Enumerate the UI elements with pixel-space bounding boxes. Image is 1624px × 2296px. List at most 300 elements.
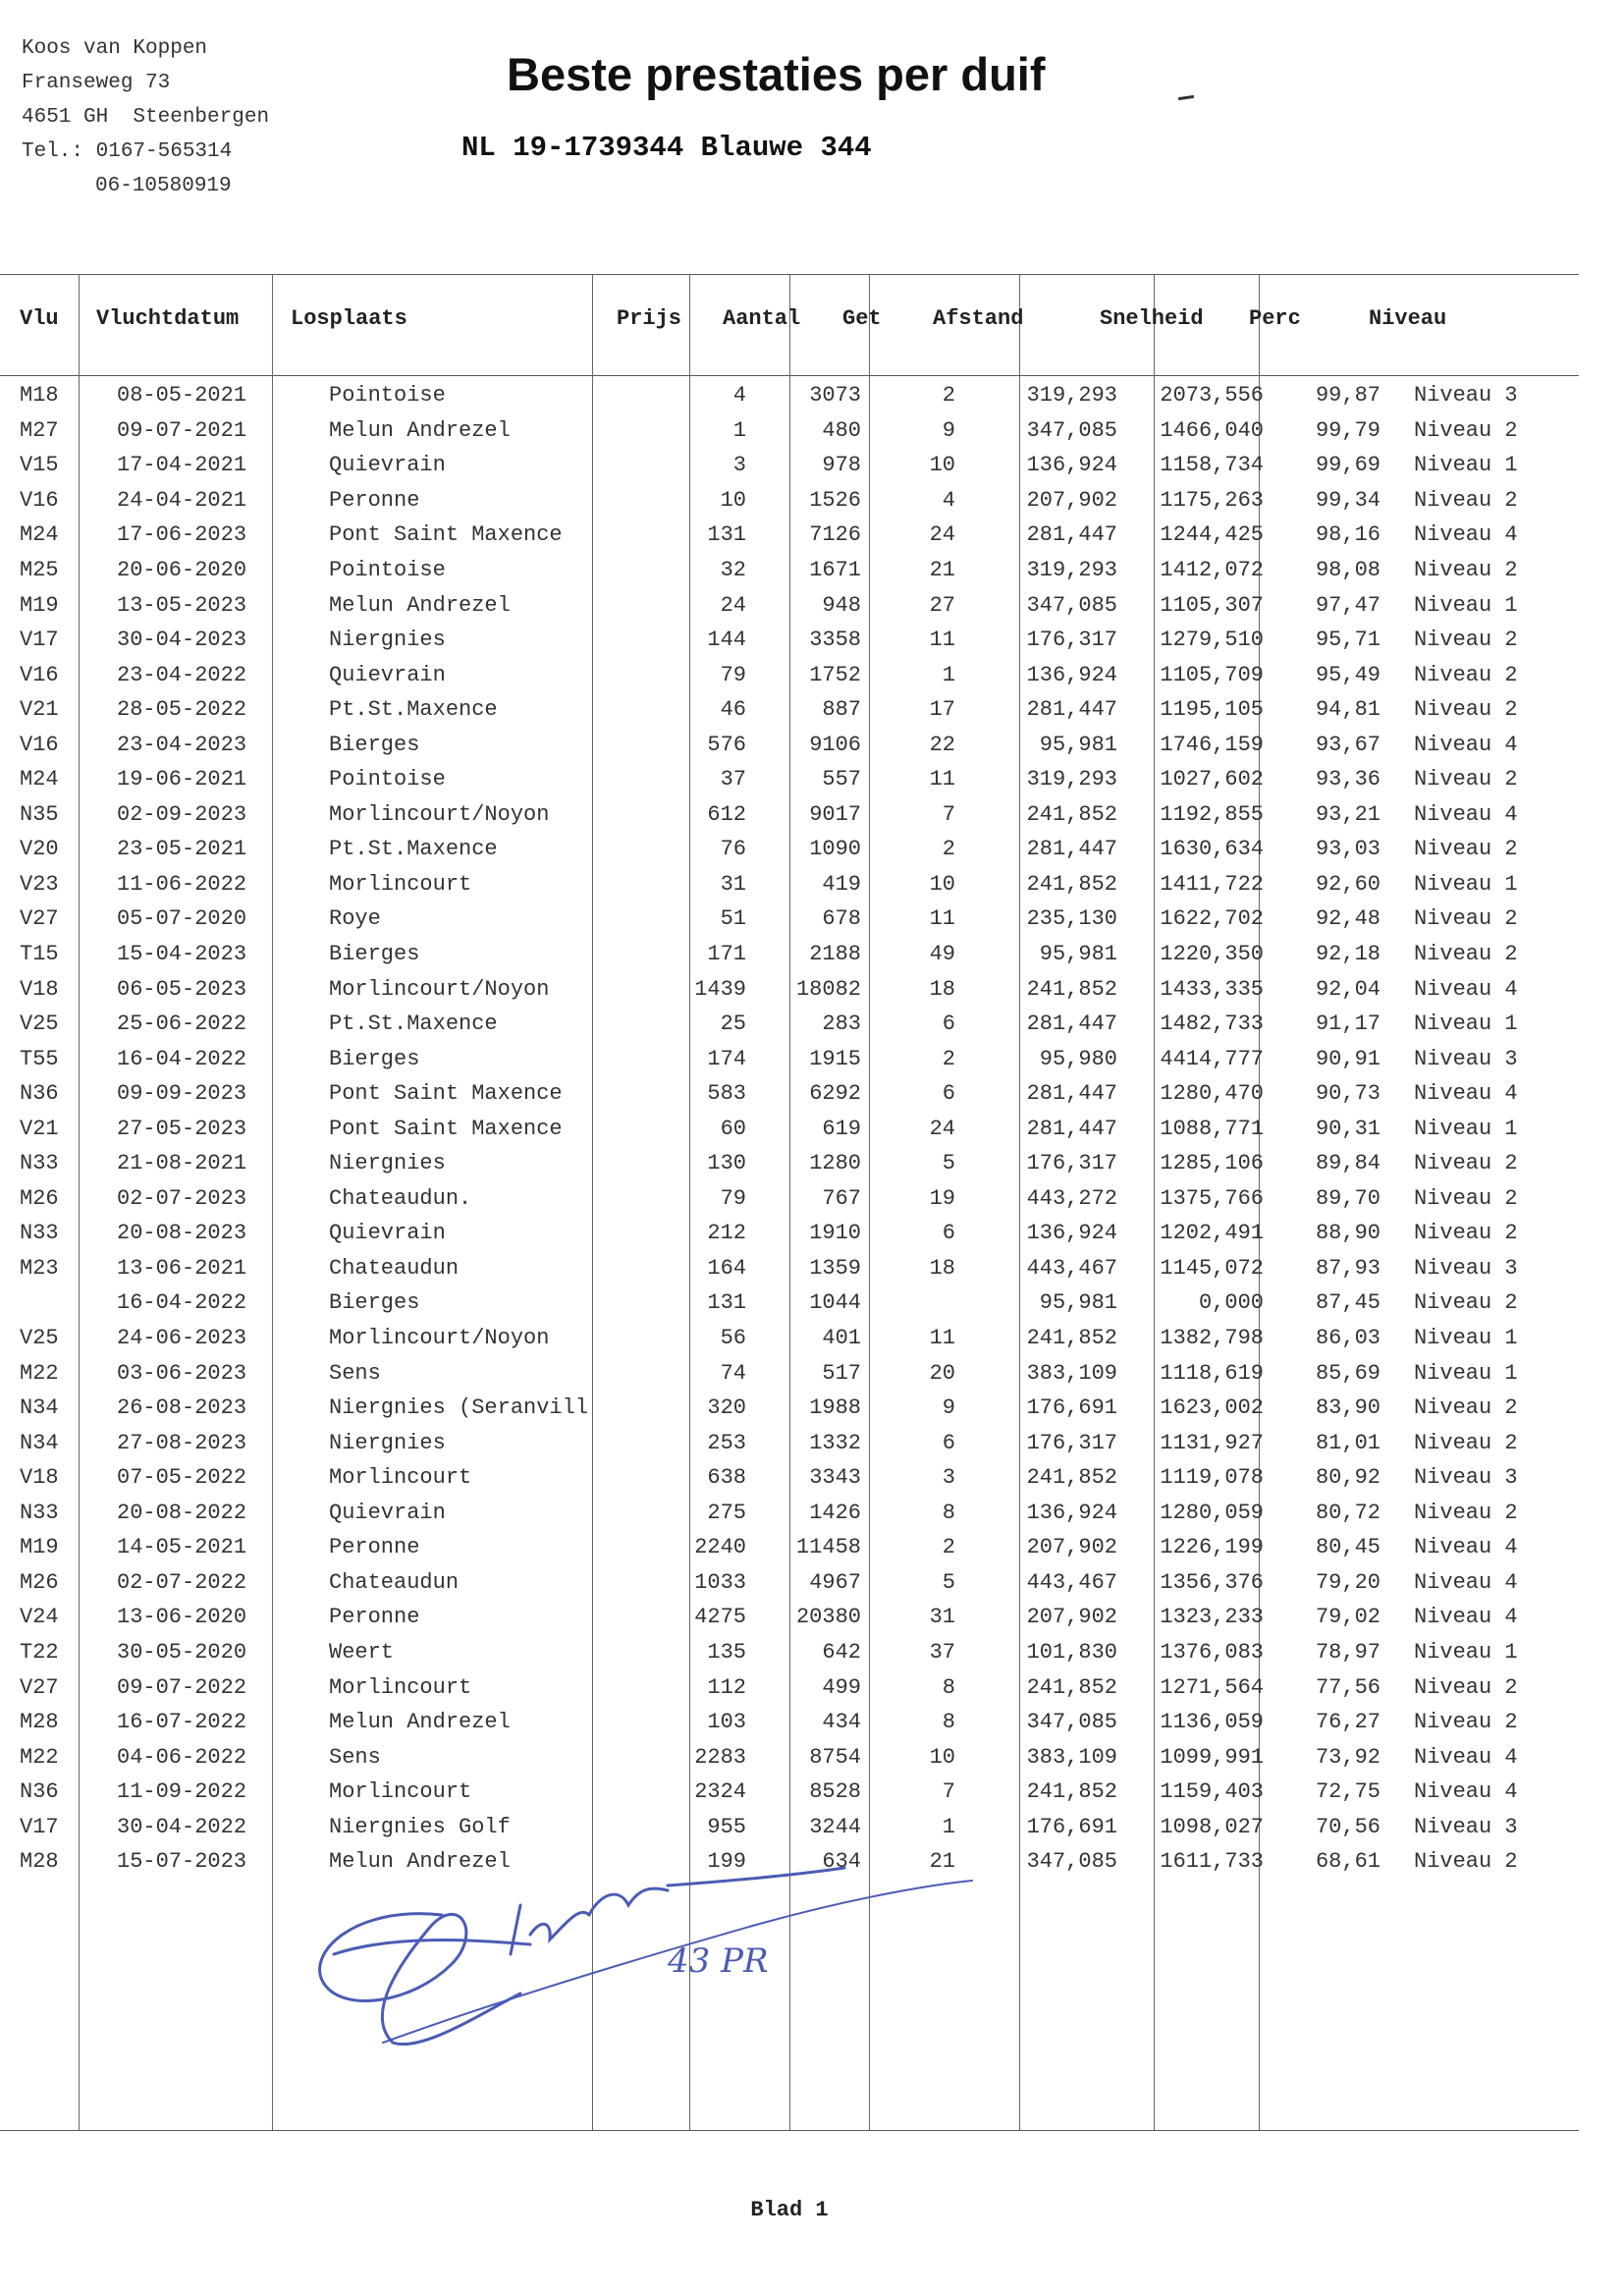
cell-losplaats: Chateaudun: [329, 1569, 460, 1595]
cell-get: 6: [942, 1221, 955, 1246]
cell-prijs: 56: [720, 1326, 746, 1351]
cell-vlu: T55: [20, 1046, 59, 1071]
cell-prijs: 37: [720, 767, 746, 793]
table-row: [0, 448, 1518, 483]
cell-afstand: 281,447: [1026, 1116, 1117, 1141]
cell-niveau: Niveau 2: [1414, 558, 1518, 582]
cell-perc: 99,79: [1315, 417, 1380, 443]
cell-get: 8: [942, 1710, 955, 1735]
cell-afstand: 281,447: [1026, 1011, 1117, 1037]
cell-perc: 95,71: [1315, 628, 1380, 653]
cell-prijs: 131: [707, 1290, 746, 1316]
cell-vluchtdatum: 27-05-2023: [117, 1116, 247, 1141]
table-row: [0, 1321, 1518, 1356]
page-title: Beste prestaties per duif: [507, 48, 1046, 100]
col-header-snelheid: Snelheid: [1100, 306, 1204, 331]
cell-get: 6: [942, 1011, 955, 1037]
cell-snelheid: 1244,425: [1160, 522, 1264, 548]
cell-afstand: 241,852: [1026, 871, 1117, 897]
cell-snelheid: 1175,263: [1160, 487, 1264, 513]
cell-get: 18: [929, 976, 955, 1002]
cell-aantal: 887: [822, 697, 861, 723]
table-row: [0, 797, 1518, 833]
cell-losplaats: Bierges: [329, 942, 420, 967]
cell-perc: 68,61: [1315, 1849, 1380, 1875]
cell-snelheid: 1623,002: [1160, 1395, 1264, 1421]
cell-afstand: 136,924: [1026, 662, 1117, 687]
cell-afstand: 176,317: [1026, 1151, 1117, 1176]
cell-get: 4: [942, 487, 955, 513]
cell-losplaats: Roye: [329, 906, 381, 932]
cell-losplaats: Pont Saint Maxence: [329, 1116, 563, 1141]
cell-get: 2: [942, 1046, 955, 1071]
cell-get: 2: [942, 383, 955, 409]
table-row: [0, 1007, 1518, 1042]
cell-vlu: V21: [20, 697, 59, 723]
cell-perc: 83,90: [1315, 1395, 1380, 1421]
cell-get: 1: [942, 1814, 955, 1839]
cell-niveau: Niveau 2: [1414, 1185, 1518, 1211]
cell-niveau: Niveau 2: [1414, 837, 1518, 862]
cell-vluchtdatum: 17-06-2023: [117, 522, 247, 548]
cell-get: 3: [942, 1465, 955, 1491]
cell-aantal: 6292: [809, 1081, 861, 1107]
cell-vluchtdatum: 17-04-2021: [117, 453, 247, 478]
cell-perc: 89,70: [1315, 1185, 1380, 1211]
cell-perc: 70,56: [1315, 1814, 1380, 1839]
cell-niveau: Niveau 4: [1414, 522, 1518, 548]
cell-perc: 89,84: [1315, 1151, 1380, 1176]
cell-prijs: 130: [707, 1151, 746, 1176]
cell-afstand: 443,467: [1026, 1569, 1117, 1595]
cell-vluchtdatum: 11-09-2022: [117, 1779, 247, 1805]
cell-get: 11: [929, 906, 955, 932]
cell-aantal: 634: [822, 1849, 861, 1875]
cell-losplaats: Pointoise: [329, 767, 446, 793]
table-row: [0, 1705, 1518, 1740]
cell-prijs: 135: [707, 1639, 746, 1665]
cell-vluchtdatum: 15-04-2023: [117, 942, 247, 967]
cell-aantal: 7126: [809, 522, 861, 548]
sender-street: Franseweg 73: [22, 72, 171, 94]
cell-snelheid: 1099,991: [1160, 1744, 1264, 1770]
cell-get: 11: [929, 767, 955, 793]
cell-get: 8: [942, 1674, 955, 1700]
sender-mobile: 06-10580919: [95, 175, 232, 197]
cell-vlu: N36: [20, 1081, 59, 1107]
cell-vlu: V16: [20, 732, 59, 757]
cell-aantal: 948: [822, 592, 861, 618]
cell-vlu: M28: [20, 1710, 59, 1735]
cell-prijs: 1439: [694, 976, 746, 1002]
cell-get: 7: [942, 1779, 955, 1805]
cell-losplaats: Quievrain: [329, 453, 446, 478]
cell-get: 6: [942, 1430, 955, 1455]
cell-aantal: 8528: [809, 1779, 861, 1805]
table-row: [0, 1285, 1518, 1321]
col-header-vlu: Vlu: [20, 306, 59, 331]
cell-afstand: 241,852: [1026, 1465, 1117, 1491]
table-row: [0, 1669, 1518, 1705]
table-row: [0, 1076, 1518, 1112]
cell-afstand: 281,447: [1026, 837, 1117, 862]
cell-aantal: 9017: [809, 801, 861, 827]
col-header-vluchtdatum: Vluchtdatum: [96, 306, 240, 331]
cell-aantal: 1671: [809, 558, 861, 582]
table-row: [0, 1775, 1518, 1810]
cell-afstand: 319,293: [1026, 558, 1117, 582]
cell-get: 6: [942, 1081, 955, 1107]
cell-vluchtdatum: 09-07-2022: [117, 1674, 247, 1700]
cell-losplaats: Quievrain: [329, 662, 446, 687]
cell-vlu: M25: [20, 558, 59, 582]
col-header-get: Get: [842, 306, 882, 331]
cell-afstand: 241,852: [1026, 1674, 1117, 1700]
page-number: Blad 1: [750, 2198, 829, 2222]
cell-snelheid: 1098,027: [1160, 1814, 1264, 1839]
results-table: [0, 378, 1518, 1880]
cell-vluchtdatum: 26-08-2023: [117, 1395, 247, 1421]
cell-snelheid: 1466,040: [1160, 417, 1264, 443]
cell-afstand: 241,852: [1026, 976, 1117, 1002]
cell-perc: 98,16: [1315, 522, 1380, 548]
cell-losplaats: Morlincourt: [329, 871, 472, 897]
cell-niveau: Niveau 1: [1414, 592, 1518, 618]
cell-perc: 94,81: [1315, 697, 1380, 723]
cell-prijs: 253: [707, 1430, 746, 1455]
cell-perc: 98,08: [1315, 558, 1380, 582]
cell-vlu: V21: [20, 1116, 59, 1141]
cell-aantal: 517: [822, 1360, 861, 1386]
cell-vluchtdatum: 20-08-2022: [117, 1500, 247, 1525]
cell-afstand: 443,467: [1026, 1255, 1117, 1281]
cell-snelheid: 1433,335: [1160, 976, 1264, 1002]
cell-niveau: Niveau 1: [1414, 1360, 1518, 1386]
cell-niveau: Niveau 1: [1414, 1116, 1518, 1141]
table-row: [0, 971, 1518, 1007]
cell-get: 5: [942, 1151, 955, 1176]
cell-perc: 90,91: [1315, 1046, 1380, 1071]
cell-prijs: 46: [720, 697, 746, 723]
table-row: [0, 1635, 1518, 1670]
cell-losplaats: Quievrain: [329, 1500, 446, 1525]
cell-vlu: M23: [20, 1255, 59, 1281]
cell-perc: 90,31: [1315, 1116, 1380, 1141]
cell-afstand: 95,981: [1039, 732, 1117, 757]
cell-vluchtdatum: 20-06-2020: [117, 558, 247, 582]
cell-aantal: 434: [822, 1710, 861, 1735]
cell-aantal: 283: [822, 1011, 861, 1037]
cell-afstand: 207,902: [1026, 487, 1117, 513]
cell-prijs: 74: [720, 1360, 746, 1386]
sender-city: 4651 GH Steenbergen: [22, 106, 270, 129]
cell-afstand: 95,980: [1039, 1046, 1117, 1071]
cell-vluchtdatum: 23-05-2021: [117, 837, 247, 862]
cell-snelheid: 1375,766: [1160, 1185, 1264, 1211]
pen-mark: [1178, 95, 1194, 100]
table-row: [0, 1251, 1518, 1286]
cell-vluchtdatum: 04-06-2022: [117, 1744, 247, 1770]
sender-name: Koos van Koppen: [22, 37, 208, 60]
cell-get: 19: [929, 1185, 955, 1211]
cell-snelheid: 1119,078: [1160, 1465, 1264, 1491]
sender-phone: Tel.: 0167-565314: [22, 140, 233, 163]
cell-snelheid: 1145,072: [1160, 1255, 1264, 1281]
cell-get: 11: [929, 628, 955, 653]
cell-afstand: 319,293: [1026, 767, 1117, 793]
table-row: [0, 867, 1518, 902]
cell-prijs: 2240: [694, 1535, 746, 1560]
cell-losplaats: Pt.St.Maxence: [329, 1011, 498, 1037]
cell-aantal: 1752: [809, 662, 861, 687]
cell-get: 27: [929, 592, 955, 618]
cell-vluchtdatum: 27-08-2023: [117, 1430, 247, 1455]
cell-aantal: 1044: [809, 1290, 861, 1316]
cell-vlu: V18: [20, 976, 59, 1002]
cell-prijs: 1033: [694, 1569, 746, 1595]
cell-perc: 93,67: [1315, 732, 1380, 757]
cell-prijs: 1: [732, 417, 746, 443]
cell-get: 5: [942, 1569, 955, 1595]
cell-niveau: Niveau 4: [1414, 976, 1518, 1002]
cell-get: 8: [942, 1500, 955, 1525]
table-row: [0, 483, 1518, 519]
cell-aantal: 3244: [809, 1814, 861, 1839]
cell-vluchtdatum: 16-07-2022: [117, 1710, 247, 1735]
cell-prijs: 79: [720, 1185, 746, 1211]
cell-afstand: 319,293: [1026, 383, 1117, 409]
cell-vluchtdatum: 09-07-2021: [117, 417, 247, 443]
table-row: [0, 1739, 1518, 1775]
cell-get: 21: [929, 1849, 955, 1875]
table-row: [0, 1809, 1518, 1844]
cell-afstand: 281,447: [1026, 522, 1117, 548]
cell-vlu: M22: [20, 1744, 59, 1770]
cell-aantal: 978: [822, 453, 861, 478]
cell-get: 20: [929, 1360, 955, 1386]
cell-perc: 81,01: [1315, 1430, 1380, 1455]
cell-aantal: 767: [822, 1185, 861, 1211]
cell-afstand: 235,130: [1026, 906, 1117, 932]
cell-niveau: Niveau 2: [1414, 662, 1518, 687]
cell-get: 37: [929, 1639, 955, 1665]
cell-vlu: [0, 1285, 98, 1321]
table-row: [0, 1600, 1518, 1635]
cell-losplaats: Melun Andrezel: [329, 417, 511, 443]
cell-vluchtdatum: 24-04-2021: [117, 487, 247, 513]
table-row: [0, 1425, 1518, 1460]
cell-prijs: 320: [707, 1395, 746, 1421]
cell-vluchtdatum: 02-07-2022: [117, 1569, 247, 1595]
table-row: [0, 553, 1518, 588]
cell-perc: 80,92: [1315, 1465, 1380, 1491]
cell-vluchtdatum: 14-05-2021: [117, 1535, 247, 1560]
cell-vlu: V27: [20, 1674, 59, 1700]
cell-afstand: 136,924: [1026, 1500, 1117, 1525]
cell-prijs: 79: [720, 662, 746, 687]
cell-afstand: 176,691: [1026, 1814, 1117, 1839]
cell-snelheid: 1411,722: [1160, 871, 1264, 897]
cell-afstand: 347,085: [1026, 1849, 1117, 1875]
cell-get: 49: [929, 942, 955, 967]
cell-perc: 93,36: [1315, 767, 1380, 793]
cell-afstand: 241,852: [1026, 1779, 1117, 1805]
cell-aantal: 4967: [809, 1569, 861, 1595]
cell-afstand: 383,109: [1026, 1744, 1117, 1770]
cell-niveau: Niveau 2: [1414, 942, 1518, 967]
cell-vluchtdatum: 19-06-2021: [117, 767, 247, 793]
cell-niveau: Niveau 4: [1414, 1605, 1518, 1630]
cell-perc: 80,72: [1315, 1500, 1380, 1525]
col-header-perc: Perc: [1249, 306, 1301, 331]
cell-perc: 90,73: [1315, 1081, 1380, 1107]
cell-niveau: Niveau 2: [1414, 767, 1518, 793]
cell-niveau: Niveau 2: [1414, 906, 1518, 932]
cell-get: 18: [929, 1255, 955, 1281]
cell-vluchtdatum: 24-06-2023: [117, 1326, 247, 1351]
cell-vlu: N34: [20, 1395, 59, 1421]
table-row: [0, 1355, 1518, 1391]
col-header-prijs: Prijs: [617, 306, 682, 331]
cell-vlu: M19: [20, 1535, 59, 1560]
cell-prijs: 275: [707, 1500, 746, 1525]
cell-prijs: 51: [720, 906, 746, 932]
cell-vlu: V25: [20, 1011, 59, 1037]
cell-vluchtdatum: 30-05-2020: [117, 1639, 247, 1665]
cell-niveau: Niveau 2: [1414, 697, 1518, 723]
pigeon-id: NL 19-1739344 Blauwe 344: [461, 132, 872, 164]
cell-niveau: Niveau 3: [1414, 1046, 1518, 1071]
cell-vluchtdatum: 28-05-2022: [117, 697, 247, 723]
cell-vlu: V25: [20, 1326, 59, 1351]
cell-aantal: 1988: [809, 1395, 861, 1421]
cell-aantal: 1910: [809, 1221, 861, 1246]
cell-losplaats: Bierges: [329, 1290, 420, 1316]
cell-vlu: V27: [20, 906, 59, 932]
cell-vlu: M24: [20, 522, 59, 548]
cell-vluchtdatum: 20-08-2023: [117, 1221, 247, 1246]
cell-snelheid: 1220,350: [1160, 942, 1264, 967]
cell-losplaats: Niergnies (Seranvill: [329, 1395, 589, 1421]
cell-prijs: 2283: [694, 1744, 746, 1770]
cell-prijs: 4275: [694, 1605, 746, 1630]
cell-niveau: Niveau 2: [1414, 487, 1518, 513]
cell-aantal: 1915: [809, 1046, 861, 1071]
col-header-afstand: Afstand: [933, 306, 1024, 331]
cell-snelheid: 1285,106: [1160, 1151, 1264, 1176]
table-row: [0, 727, 1518, 762]
cell-losplaats: Chateaudun.: [329, 1185, 472, 1211]
table-row: [0, 657, 1518, 692]
cell-vlu: M28: [20, 1849, 59, 1875]
cell-get: 11: [929, 1326, 955, 1351]
cell-losplaats: Sens: [329, 1744, 381, 1770]
cell-losplaats: Morlincourt: [329, 1674, 472, 1700]
cell-vluchtdatum: 13-06-2021: [117, 1255, 247, 1281]
cell-snelheid: 1280,059: [1160, 1500, 1264, 1525]
table-row: [0, 902, 1518, 937]
cell-afstand: 101,830: [1026, 1639, 1117, 1665]
cell-snelheid: 1630,634: [1160, 837, 1264, 862]
cell-prijs: 103: [707, 1710, 746, 1735]
cell-afstand: 207,902: [1026, 1605, 1117, 1630]
cell-snelheid: 1131,927: [1160, 1430, 1264, 1455]
cell-vluchtdatum: 08-05-2021: [117, 383, 247, 409]
cell-afstand: 95,981: [1039, 942, 1117, 967]
cell-perc: 92,60: [1315, 871, 1380, 897]
cell-get: 10: [929, 1744, 955, 1770]
cell-prijs: 583: [707, 1081, 746, 1107]
cell-prijs: 612: [707, 801, 746, 827]
cell-snelheid: 0,000: [1198, 1290, 1264, 1316]
table-row: [0, 1530, 1518, 1565]
table-row: [0, 518, 1518, 553]
cell-vlu: M24: [20, 767, 59, 793]
cell-aantal: 1332: [809, 1430, 861, 1455]
cell-get: 2: [942, 837, 955, 862]
cell-prijs: 4: [732, 383, 746, 409]
cell-vluchtdatum: 30-04-2022: [117, 1814, 247, 1839]
cell-vluchtdatum: 03-06-2023: [117, 1360, 247, 1386]
cell-losplaats: Pont Saint Maxence: [329, 522, 563, 548]
cell-prijs: 3: [732, 453, 746, 478]
cell-niveau: Niveau 2: [1414, 1674, 1518, 1700]
cell-snelheid: 1195,105: [1160, 697, 1264, 723]
cell-prijs: 10: [720, 487, 746, 513]
cell-vlu: M18: [20, 383, 59, 409]
table-row: [0, 832, 1518, 867]
cell-snelheid: 1376,083: [1160, 1639, 1264, 1665]
cell-prijs: 31: [720, 871, 746, 897]
cell-niveau: Niveau 2: [1414, 1151, 1518, 1176]
cell-perc: 87,45: [1315, 1290, 1380, 1316]
cell-aantal: 20380: [795, 1605, 861, 1630]
cell-vlu: V17: [20, 1814, 59, 1839]
cell-afstand: 136,924: [1026, 453, 1117, 478]
cell-snelheid: 1279,510: [1160, 628, 1264, 653]
cell-aantal: 3358: [809, 628, 861, 653]
cell-get: 10: [929, 453, 955, 478]
cell-losplaats: Morlincourt/Noyon: [329, 976, 550, 1002]
cell-vluchtdatum: 30-04-2023: [117, 628, 247, 653]
cell-snelheid: 1105,709: [1160, 662, 1264, 687]
cell-vlu: M22: [20, 1360, 59, 1386]
cell-aantal: 499: [822, 1674, 861, 1700]
cell-perc: 99,69: [1315, 453, 1380, 478]
cell-snelheid: 1271,564: [1160, 1674, 1264, 1700]
cell-get: 21: [929, 558, 955, 582]
cell-niveau: Niveau 2: [1414, 417, 1518, 443]
cell-prijs: 60: [720, 1116, 746, 1141]
cell-vlu: V17: [20, 628, 59, 653]
cell-vlu: M26: [20, 1185, 59, 1211]
cell-vlu: N36: [20, 1779, 59, 1805]
cell-prijs: 171: [707, 942, 746, 967]
cell-niveau: Niveau 2: [1414, 1221, 1518, 1246]
cell-snelheid: 1226,199: [1160, 1535, 1264, 1560]
cell-afstand: 241,852: [1026, 1326, 1117, 1351]
cell-losplaats: Niergnies: [329, 628, 446, 653]
cell-vluchtdatum: 06-05-2023: [117, 976, 247, 1002]
cell-vluchtdatum: 05-07-2020: [117, 906, 247, 932]
cell-niveau: Niveau 1: [1414, 1639, 1518, 1665]
table-row: [0, 1181, 1518, 1217]
cell-aantal: 9106: [809, 732, 861, 757]
cell-afstand: 443,272: [1026, 1185, 1117, 1211]
cell-niveau: Niveau 3: [1414, 1255, 1518, 1281]
cell-get: 2: [942, 1535, 955, 1560]
cell-snelheid: 1356,376: [1160, 1569, 1264, 1595]
